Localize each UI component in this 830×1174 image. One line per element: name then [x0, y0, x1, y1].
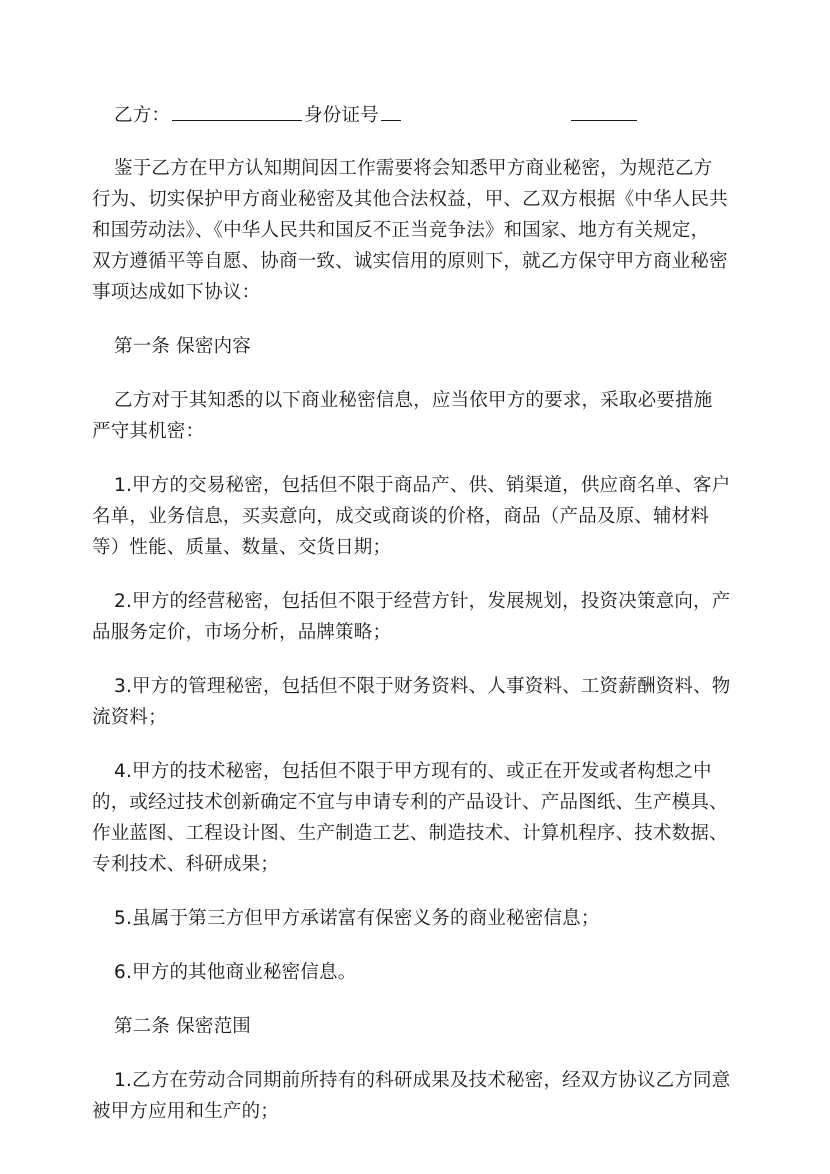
item-1-line-1: 1.甲方的交易秘密，包括但不限于商品产、供、销渠道，供应商名单、客户	[114, 475, 731, 496]
article-2-heading	[114, 1011, 754, 1042]
article-1-item-3	[92, 671, 754, 733]
item-4-line-2: 的，或经过技术创新确定不宜与申请专利的产品设计、产品图纸、生产模具、	[92, 792, 728, 813]
id-number-blank-short[interactable]	[381, 102, 401, 121]
intro-paragraph	[92, 153, 754, 308]
item-5-line-1: 5.虽属于第三方但甲方承诺富有保密义务的商业秘密信息；	[114, 908, 600, 929]
intro-line-5: 事项达成如下协议：	[92, 282, 261, 303]
article-1-intro-line-2: 严守其机密：	[92, 421, 205, 442]
intro-line-1: 鉴于乙方在甲方认知期间因工作需要将会知悉甲方商业秘密，为规范乙方	[114, 158, 713, 179]
article-2-item-1-line-2: 被甲方应用和生产的；	[92, 1101, 280, 1122]
id-number-label: 身份证号	[304, 105, 379, 126]
document-body	[92, 100, 754, 1150]
intro-line-2: 行为、切实保护甲方商业秘密及其他合法权益，甲、乙双方根据《中华人民共	[92, 189, 728, 210]
party-b-label: 乙方：	[114, 105, 171, 126]
article-1-title: 第一条 保密内容	[114, 336, 251, 357]
party-b-line	[114, 100, 754, 131]
article-1-item-4	[92, 756, 754, 880]
item-4-line-3: 作业蓝图、工程设计图、生产制造工艺、制造技术、计算机程序、技术数据、	[92, 823, 728, 844]
article-1-item-2	[92, 586, 754, 648]
article-1-item-6	[114, 957, 754, 988]
item-4-line-4: 专利技术、科研成果；	[92, 854, 280, 875]
article-1-intro	[92, 385, 754, 447]
article-2-title: 第二条 保密范围	[114, 1016, 251, 1037]
article-1-item-5	[114, 903, 754, 934]
item-1-line-2: 名单，业务信息，买卖意向，成交或商谈的价格，商品（产品及原、辅材料	[92, 506, 710, 527]
item-6-line-1: 6.甲方的其他商业秘密信息。	[114, 962, 357, 983]
article-1-item-1	[92, 470, 754, 563]
article-2-item-1-line-1: 1.乙方在劳动合同期前所持有的科研成果及技术秘密，经双方协议乙方同意	[114, 1070, 731, 1091]
item-3-line-2: 流资料；	[92, 707, 167, 728]
item-1-line-3: 等）性能、质量、数量、交货日期；	[92, 537, 392, 558]
article-1-intro-line-1: 乙方对于其知悉的以下商业秘密信息，应当依甲方的要求，采取必要措施	[114, 390, 713, 411]
item-4-line-1: 4.甲方的技术秘密，包括但不限于甲方现有的、或正在开发或者构想之中	[114, 761, 712, 782]
article-2-item-1	[92, 1065, 754, 1127]
article-1-heading	[114, 331, 754, 362]
intro-line-4: 双方遵循平等自愿、协商一致、诚实信用的原则下，就乙方保守甲方商业秘密	[92, 251, 728, 272]
item-2-line-2: 品服务定价，市场分析，品牌策略；	[92, 622, 392, 643]
id-number-blank[interactable]	[571, 102, 637, 121]
intro-line-3: 和国劳动法》、《中华人民共和国反不正当竞争法》和国家、地方有关规定，	[92, 220, 710, 241]
party-b-name-blank[interactable]	[172, 102, 302, 121]
item-3-line-1: 3.甲方的管理秘密，包括但不限于财务资料、人事资料、工资薪酬资料、物	[114, 676, 731, 697]
item-2-line-1: 2.甲方的经营秘密，包括但不限于经营方针，发展规划，投资决策意向，产	[114, 591, 731, 612]
